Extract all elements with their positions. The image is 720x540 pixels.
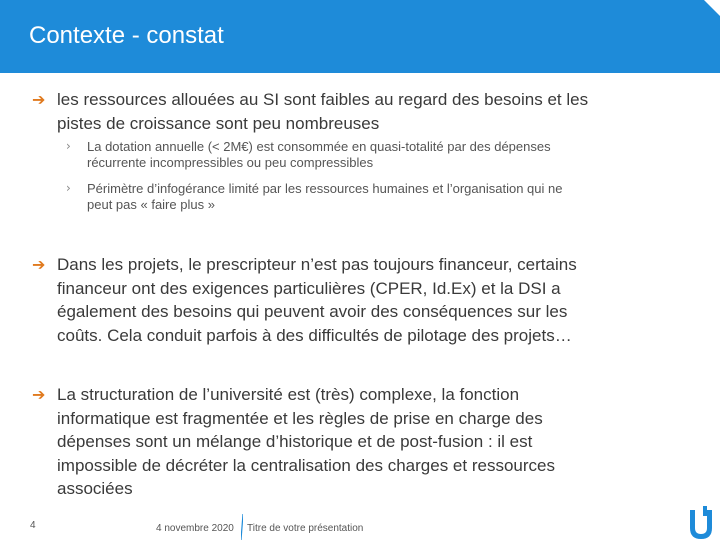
bullet-3-line-4: impossible de décréter la centralisation des charges et ressources bbox=[57, 455, 555, 475]
header-corner-notch bbox=[704, 0, 720, 16]
chevron-right-icon: › bbox=[66, 139, 71, 153]
footer-presentation-title: Titre de votre présentation bbox=[247, 523, 364, 534]
bullet-2-line-2: financeur ont des exigences particulières (CPER, Id.Ex) et la DSI a bbox=[57, 278, 561, 298]
bullet-1-subitem-2 bbox=[66, 181, 686, 212]
bullet-3-line-3: dépenses sont un mélange d’historique et de post-fusion : il est bbox=[57, 432, 533, 451]
bullet-1-line-2: pistes de croissance sont peu nombreuses bbox=[57, 113, 380, 133]
bullet-1-text bbox=[32, 88, 692, 135]
bullet-2-text bbox=[32, 253, 692, 347]
footer-date: 4 novembre 2020 bbox=[156, 523, 234, 534]
bullet-1-line-1: les ressources allouées au SI sont faibles au regard des besoins et les bbox=[57, 90, 589, 109]
slide-header bbox=[0, 0, 720, 73]
right-arrow-icon: ➔ bbox=[32, 90, 46, 109]
slide-title: Contexte - constat bbox=[29, 22, 224, 49]
bullet-1-subitem-1 bbox=[66, 139, 686, 170]
footer-slash-divider bbox=[241, 514, 243, 540]
bullet-3-line-1: La structuration de l’université est (très) complexe, la fonction bbox=[57, 385, 520, 404]
bullet-2-line-3: également des besoins qui peuvent avoir des conséquences sur les bbox=[57, 302, 568, 321]
page-number: 4 bbox=[30, 520, 36, 531]
bullet-2-line-4: coûts. Cela conduit parfois à des difficultés de pilotage des projets… bbox=[57, 325, 572, 345]
subitem-2-line-1: Périmètre d’infogérance limité par les ressources humaines et l’organisation qui ne bbox=[87, 181, 563, 196]
subitem-2-line-2: peut pas « faire plus » bbox=[87, 196, 215, 212]
bullet-2-line-1: Dans les projets, le prescripteur n’est pas toujours financeur, certains bbox=[57, 255, 577, 274]
subitem-1-line-1: La dotation annuelle (< 2M€) est consommée en quasi-totalité par des dépenses bbox=[87, 139, 551, 154]
bullet-3 bbox=[32, 383, 692, 501]
right-arrow-icon: ➔ bbox=[32, 255, 46, 274]
right-arrow-icon: ➔ bbox=[32, 385, 46, 404]
chevron-right-icon: › bbox=[66, 181, 71, 195]
subitem-1-line-2: récurrente incompressibles ou peu compressibles bbox=[87, 154, 374, 170]
bullet-2 bbox=[32, 253, 692, 347]
university-logo-icon bbox=[686, 506, 716, 540]
bullet-3-line-5: associées bbox=[57, 479, 133, 498]
bullet-3-line-2: informatique est fragmentée et les règles de prise en charge des bbox=[57, 408, 543, 428]
bullet-1 bbox=[32, 88, 692, 135]
bullet-3-text bbox=[32, 383, 692, 501]
